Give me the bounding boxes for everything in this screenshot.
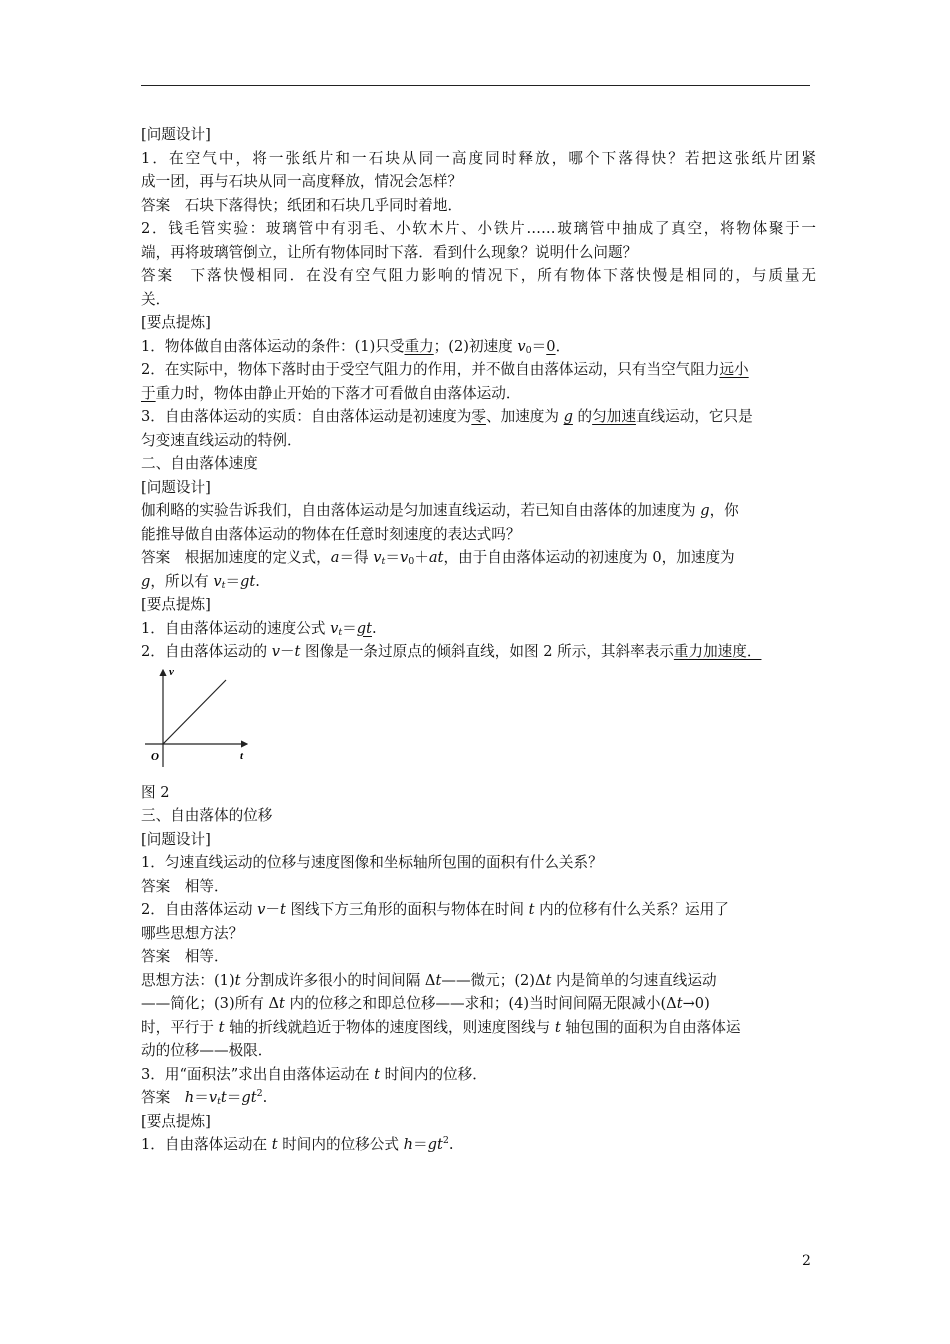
figure-caption: 图 2 <box>141 783 170 801</box>
question-2-line-1: 2．钱毛管实验：玻璃管中有羽毛、小软木片、小铁片……玻璃管中抽成了真空，将物体聚于一 <box>141 220 816 237</box>
axis-label-t: t <box>240 749 244 762</box>
heading-problem-design-2: [问题设计] <box>141 478 211 496</box>
key-point-2-line-2: 于重力时，物体由静止开始的下落才可看做自由落体运动． <box>141 384 521 402</box>
s3-question-2-line-2: 哪些思想方法？ <box>141 924 244 942</box>
s3-question-2-line-1: 2．自由落体运动 v－t 图线下方三角形的面积与物体在时间 t 内的位移有什么关系？运用了 <box>141 901 729 918</box>
document-body <box>141 123 816 1157</box>
question-2-line-2: 端，再将玻璃管倒立，让所有物体同时下落．看到什么现象？说明什么问题？ <box>141 243 638 261</box>
s3-question-3: 3．用“面积法”求出自由落体运动在 t 时间内的位移． <box>141 1065 487 1083</box>
velocity-line <box>163 680 226 744</box>
velocity-time-graph <box>141 664 816 781</box>
method-line-2: ——简化；(3)所有 Δt 内的位移之和即总位移——求和；(4)当时间间隔无限减小(Δt→0) <box>141 995 710 1012</box>
key-point-3-line-1: 3．自由落体运动的实质：自由落体运动是初速度为零、加速度为 g 的匀加速直线运动，它只是 <box>141 408 753 425</box>
origin-label: O <box>151 750 159 763</box>
question-1-line-2: 成一团，再与石块从同一高度释放，情况会怎样？ <box>141 173 463 190</box>
s2-key-point-2: 2．自由落体运动的 v－t 图像是一条过原点的倾斜直线，如图 2 所示，其斜率表示重力加速度． <box>141 643 762 660</box>
s2-question-line-1: 伽利略的实验告诉我们，自由落体运动是匀加速直线运动，若已知自由落体的加速度为 g，你 <box>141 502 739 519</box>
section-2-title: 二、自由落体速度 <box>141 455 258 472</box>
page-number: 2 <box>802 1253 811 1269</box>
s2-key-point-1: 1．自由落体运动的速度公式 $v_t=gt$. <box>141 619 377 638</box>
s3-answer-2: 答案 相等． <box>141 948 229 965</box>
key-point-3-line-2: 匀变速直线运动的特例． <box>141 431 302 449</box>
section-3-title: 三、自由落体的位移 <box>141 807 273 824</box>
answer-2-line-1: 答案 下落快慢相同．在没有空气阻力影响的情况下，所有物体下落快慢是相同的，与质量无 <box>141 267 816 284</box>
method-line-4: 动的位移——极限． <box>141 1042 273 1059</box>
s2-question-line-2: 能推导做自由落体运动的物体在任意时刻速度的表达式吗？ <box>141 525 521 543</box>
key-point-2-line-1: 2．在实际中，物体下落时由于受空气阻力的作用，并不做自由落体运动，只有当空气阻力远小 <box>141 361 749 378</box>
question-1-line-1: 1．在空气中，将一张纸片和一石块从同一高度同时释放，哪个下落得快？若把这张纸片团紧 <box>141 149 816 167</box>
s2-answer-line-1: 答案 根据加速度的定义式，a＝得 $v_t=v_0+at$，由于自由落体运动的初速度为 0，加速度为 <box>141 549 735 567</box>
heading-key-points-3: [要点提炼] <box>141 1112 211 1130</box>
axis-label-v: v <box>169 665 174 678</box>
method-line-3: 时，平行于 t 轴的折线就趋近于物体的速度图线，则速度图线与 t 轴包围的面积为自由落体运 <box>141 1018 741 1036</box>
answer-1: 答案 石块下落得快；纸团和石块几乎同时着地． <box>141 196 463 214</box>
header-rule <box>141 85 810 86</box>
heading-problem-design-3: [问题设计] <box>141 830 211 848</box>
heading-problem-design: [问题设计] <box>141 126 211 143</box>
heading-key-points-2: [要点提炼] <box>141 596 211 613</box>
answer-2-line-2: 关． <box>141 290 171 308</box>
s2-answer-line-2: g，所以有 $v_t=gt$. <box>141 572 260 591</box>
s3-question-1: 1．匀速直线运动的位移与速度图像和坐标轴所包围的面积有什么关系？ <box>141 854 603 871</box>
method-line-1: 思想方法：(1)t 分割成许多很小的时间间隔 Δt——微元；(2)Δt 内是简单的匀速直线运动 <box>141 971 717 989</box>
key-point-1: 1．物体做自由落体运动的条件：(1)只受重力；(2)初速度 $v_0=0$． <box>141 337 571 356</box>
s3-key-point-1: 1．自由落体运动在 t 时间内的位移公式 $h=gt^2$. <box>141 1135 454 1153</box>
heading-key-points: [要点提炼] <box>141 314 211 331</box>
s3-answer-1: 答案 相等． <box>141 877 229 895</box>
s3-answer-3: 答案 $h=v_tt=gt^2$. <box>141 1088 268 1107</box>
